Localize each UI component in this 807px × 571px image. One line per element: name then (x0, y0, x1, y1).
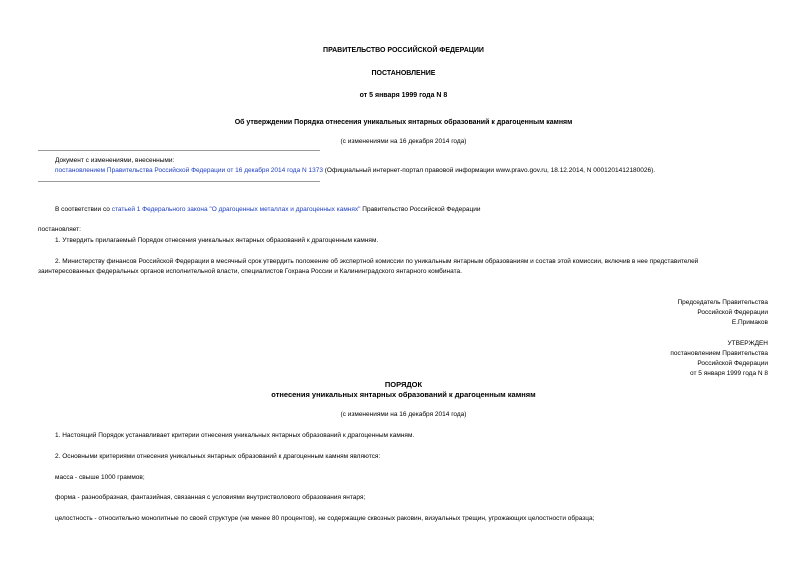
signature-name: Е.Примаков (731, 319, 768, 326)
decree-title: Об утверждении Порядка отнесения уникальных янтарных образований к драгоценным камням (234, 119, 573, 126)
decree-date: от 5 января 1999 года N 8 (359, 92, 448, 99)
approved-label: УТВЕРЖДЕН (727, 340, 768, 347)
procedure-title: ПОРЯДОК (384, 380, 423, 389)
changes-bottom-rule (38, 181, 320, 182)
preamble-end: Правительство Российской Федерации (360, 206, 481, 213)
procedure-subtitle: отнесения уникальных янтарных образований к драгоценным камням (271, 390, 536, 399)
criterion-form: форма - разнообразная, фантазийная, связанная с условиями внутристволового образования янтаря; (55, 494, 366, 501)
decree-word: постановляет: (38, 226, 81, 233)
changes-source: (Официальный интернет-портал правовой информации www.pravo.gov.ru, 18.12.2014, N 0001201412180026). (322, 167, 656, 174)
procedure-point-2: 2. Основными критериями отнесения уникальных янтарных образований к драгоценным камням являются: (55, 453, 381, 460)
signature-country: Российской Федерации (697, 309, 768, 316)
decree-item-1: 1. Утвердить прилагаемый Порядок отнесения уникальных янтарных образований к драгоценным камням. (55, 237, 379, 244)
changes-note: (с изменениями на 16 декабря 2014 года) (340, 138, 467, 145)
government-heading: ПРАВИТЕЛЬСТВО РОССИЙСКОЙ ФЕДЕРАЦИИ (323, 47, 484, 54)
amending-decree-link[interactable]: постановлением Правительства Российской Федерации от 16 декабря 2014 года N 1373 (55, 167, 323, 174)
decree-item-2-line-2: заинтересованных федеральных органов исполнительной власти, специалистов Гохрана России и Калининградского янтарного комбината. (38, 268, 462, 275)
approved-by: постановлением Правительства (670, 350, 768, 357)
preamble (55, 205, 480, 214)
approved-country: Российской Федерации (697, 360, 768, 367)
decree-item-2-line-1: 2. Министерству финансов Российской Федерации в месячный срок утвердить положение об экспертной комиссии по уникальным янтарным образованиям и состав этой комиссии, включив в нее представителей (55, 258, 699, 265)
approved-date: от 5 января 1999 года N 8 (690, 370, 768, 377)
federal-law-link[interactable]: статьей 1 Федерального закона "О драгоценных металлах и драгоценных камнях" (111, 206, 361, 213)
signature-position: Председатель Правительства (677, 299, 768, 306)
procedure-changes-note: (с изменениями на 16 декабря 2014 года) (340, 411, 467, 418)
criterion-integrity: целостность - относительно монолитные по своей структуре (не менее 80 процентов), не содержащие сквозных раковин, визуальных трещин, угрожающих целостности образца; (55, 515, 595, 522)
changes-reference (55, 166, 655, 175)
preamble-start: В соответствии со (55, 206, 112, 213)
procedure-point-1: 1. Настоящий Порядок устанавливает критерии отнесения уникальных янтарных образований к драгоценным камням. (55, 432, 415, 439)
doc-type-heading: ПОСТАНОВЛЕНИЕ (371, 70, 436, 77)
changes-top-rule (38, 150, 320, 151)
criterion-mass: масса - свыше 1000 граммов; (55, 474, 145, 481)
changes-intro: Документ с изменениями, внесенными: (55, 157, 175, 164)
